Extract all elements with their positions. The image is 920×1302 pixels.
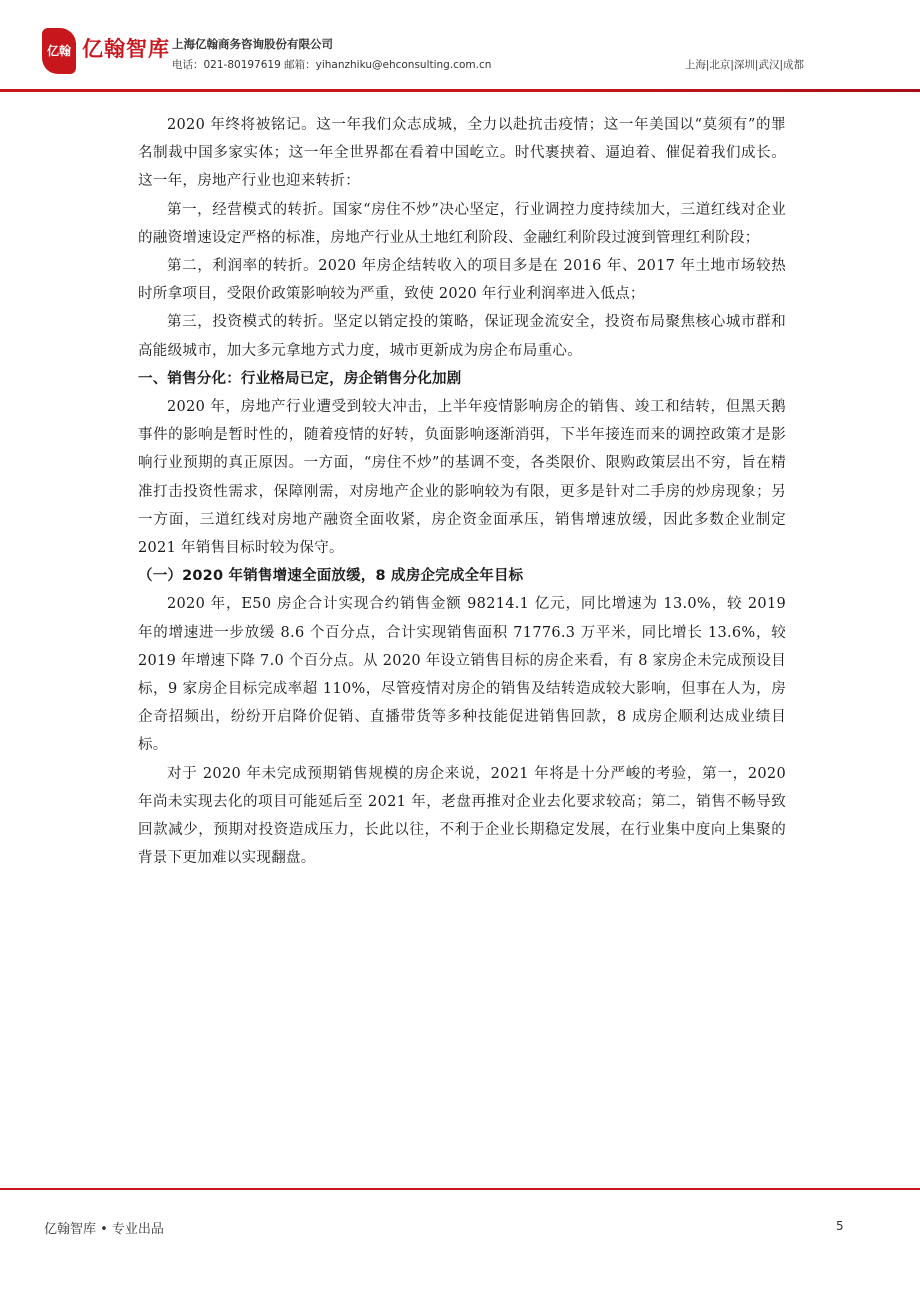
paragraph-section-1: 2020 年，房地产行业遭受到较大冲击，上半年疫情影响房企的销售、竣工和结转，但黑天鹅事件的影响是暂时性的，随着疫情的好转，负面影响逐渐消弭，下半年接连而来的调控政策才是影响行业预期的真正原因。一方面，“房住不炒”的基调不变，各类限价、限购政策层出不穷，旨在精准打击投资性需求，保障刚需，对房地产企业的影响较为有限，更多是针对二手房的炒房现象；另一方面，三道红线对房地产融资全面收紧，房企资金面承压，销售增速放缓，因此多数企业制定 2021 年销售目标时较为保守。 [138, 399, 786, 557]
document-body [138, 111, 786, 872]
logo-text: 亿翰智库 [82, 37, 170, 61]
contact-info: 电话：021-80197619 邮箱：yihanzhiku@ehconsulting.com.cn [172, 59, 492, 71]
logo-icon [42, 28, 76, 74]
office-cities: 上海|北京|深圳|武汉|成都 [684, 59, 804, 71]
paragraph-point-3: 第三，投资模式的转折。坚定以销定投的策略，保证现金流安全，投资布局聚焦核心城市群和高能级城市，加大多元拿地方式力度，城市更新成为房企布局重心。 [138, 314, 786, 359]
paragraph-sales-data: 2020 年，E50 房企合计实现合约销售金额 98214.1 亿元，同比增速为 13.0%，较 2019 年的增速进一步放缓 8.6 个百分点，合计实现销售面积 71776.3 万平米，同比增长 13.6%，较 2019 年增速下降 7.0 个百分点。从 2020 年设立销售目标的房企来看，有 8 家房企未完成预设目标，9 家房企目标完成率超 110%，尽管疫情对房企的销售及结转造成较大影响，但事在人为，房企奇招频出，纷纷开启降价促销、直播带货等多种技能促进销售回款，8 成房企顺利达成业绩目标。 [138, 596, 786, 754]
page-header [0, 0, 920, 100]
paragraph-intro: 2020 年终将被铭记。这一年我们众志成城，全力以赴抗击疫情；这一年美国以“莫须有”的罪名制裁中国多家实体；这一年全世界都在看着中国屹立。时代裹挟着、逼迫着、催促着我们成长。这一年，房地产行业也迎来转折： [138, 117, 786, 190]
company-name: 上海亿翰商务咨询股份有限公司 [172, 37, 333, 51]
paragraph-outlook: 对于 2020 年未完成预期销售规模的房企来说，2021 年将是十分严峻的考验，第一，2020 年尚未实现去化的项目可能延后至 2021 年，老盘再推对企业去化要求较高；第二，销售不畅导致回款减少，预期对投资造成压力，长此以往，不利于企业长期稳定发展，在行业集中度向上集聚的背景下更加难以实现翻盘。 [138, 765, 786, 867]
paragraph-point-2: 第二，利润率的转折。2020 年房企结转收入的项目多是在 2016 年、2017 年土地市场较热时所拿项目，受限价政策影响较为严重，致使 2020 年行业利润率进入低点； [138, 258, 786, 303]
subsection-heading-1: （一）2020 年销售增速全面放缓，8 成房企完成全年目标 [138, 568, 524, 585]
footer-divider [0, 1188, 920, 1190]
footer-brand: 亿翰智库 • 专业出品 [44, 1222, 164, 1237]
logo-mark-text: 亿翰 [46, 44, 71, 58]
paragraph-point-1: 第一，经营模式的转折。国家“房住不炒”决心坚定，行业调控力度持续加大，三道红线对企业的融资增速设定严格的标准，房地产行业从土地红利阶段、金融红利阶段过渡到管理红利阶段； [138, 201, 786, 246]
page-number: 5 [836, 1219, 844, 1233]
header-divider [0, 89, 920, 92]
section-heading-1: 一、销售分化：行业格局已定，房企销售分化加剧 [138, 370, 462, 387]
